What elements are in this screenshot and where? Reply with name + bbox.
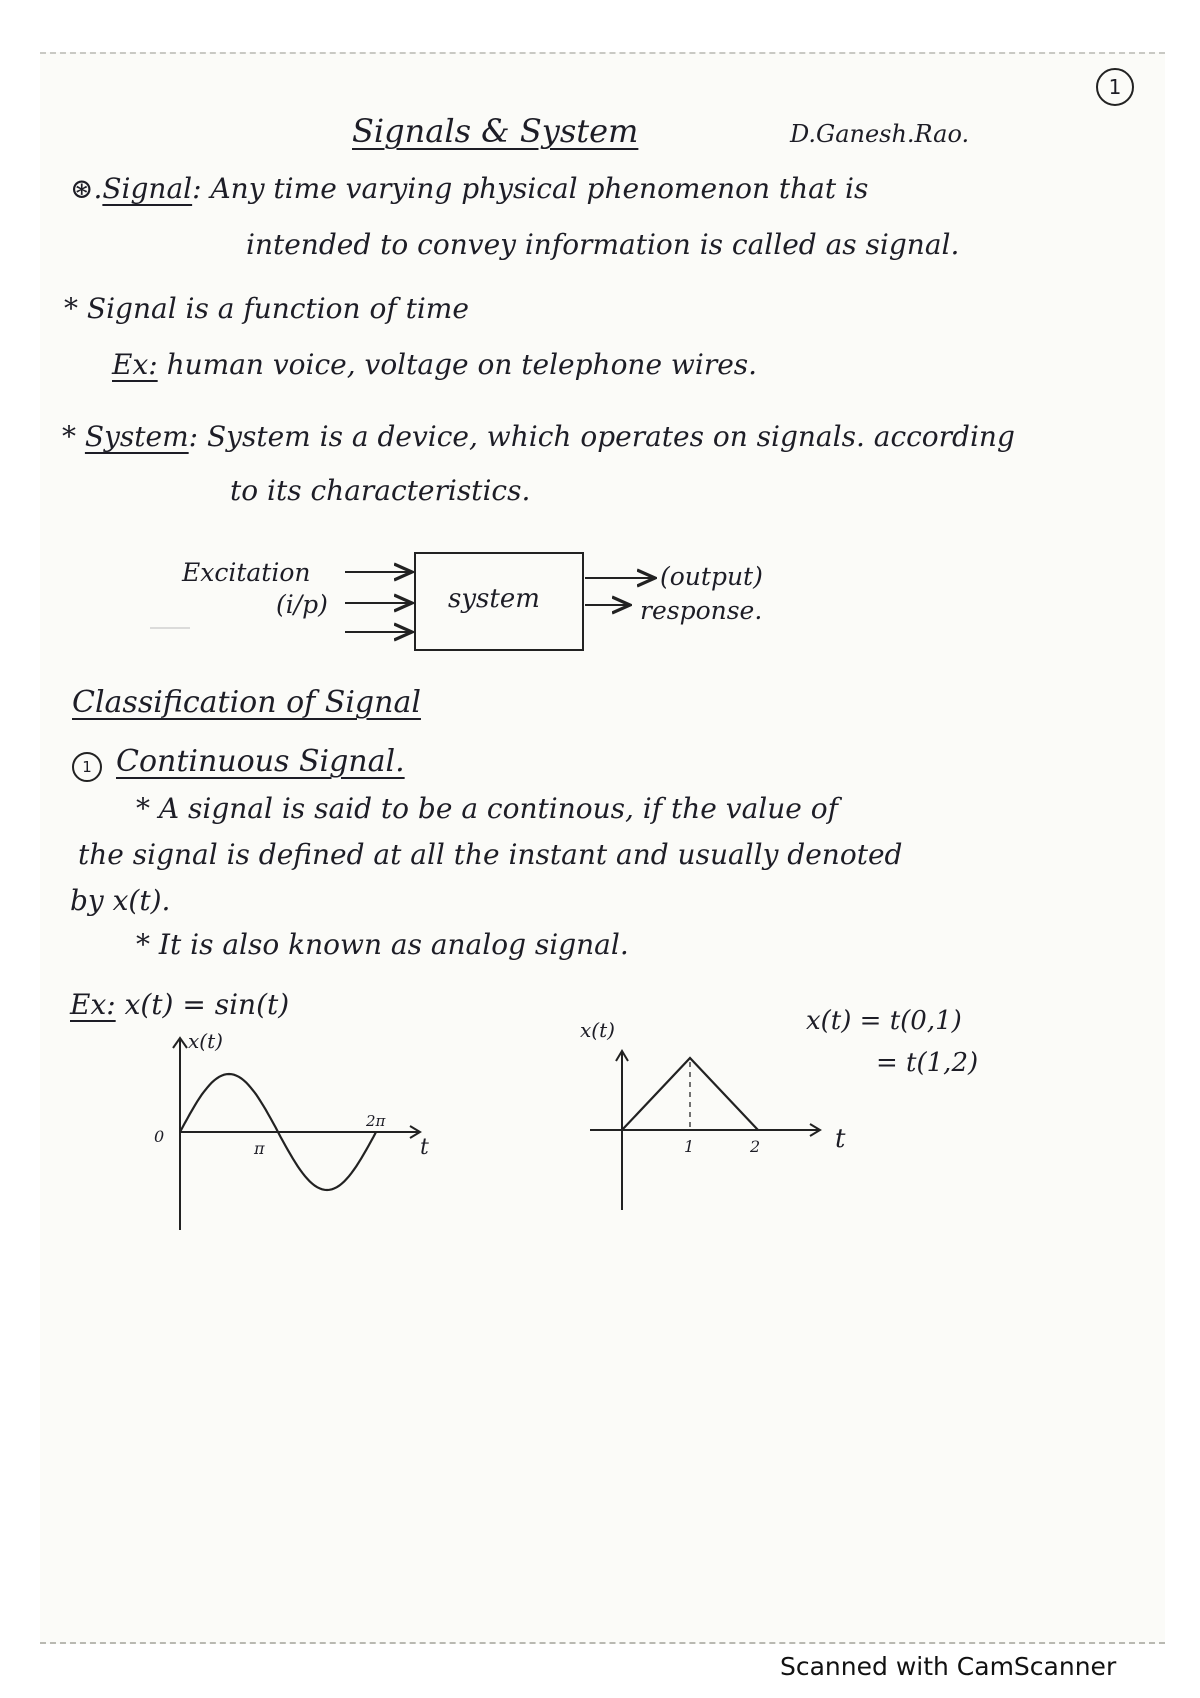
classification-item-number: 1	[72, 752, 102, 782]
sine-twopi-label: 2π	[366, 1112, 386, 1130]
signal-term: Signal	[102, 172, 193, 205]
author-name: D.Ganesh.Rao.	[790, 120, 970, 148]
sine-origin-label: 0	[154, 1127, 165, 1146]
sine-ylabel: x(t)	[188, 1030, 223, 1053]
system-def-text: : System is a device, which operates on signals. according	[188, 420, 1015, 453]
sine-pi-label: π	[254, 1139, 265, 1158]
analog-note: * It is also known as analog signal.	[136, 928, 629, 961]
diagram-output-label: (output)	[660, 562, 763, 591]
signal-def-text: : Any time varying physical phenomenon that is	[192, 172, 869, 205]
continuous-def-line-2: the signal is defined at all the instant and usually denoted	[78, 838, 903, 871]
page-number: 1	[1096, 68, 1134, 106]
diagram-output-sublabel: response.	[640, 596, 763, 625]
continuous-signal-title: Continuous Signal.	[116, 744, 405, 779]
continuous-def-line-3: by x(t).	[70, 884, 171, 917]
triangle-ylabel: x(t)	[580, 1018, 615, 1042]
example-label: Ex:	[70, 988, 116, 1021]
page-title: Signals & System	[352, 112, 639, 150]
signal-bullet: ⊛.	[70, 172, 103, 205]
diagram-input-sublabel: (i/p)	[276, 590, 328, 619]
triangle-def-line-2: = t(1,2)	[876, 1048, 979, 1078]
continuous-def-line-1: * A signal is said to be a continous, if the value of	[136, 792, 838, 825]
signal-definition-line-2: intended to convey information is called as signal.	[246, 228, 960, 261]
triangle-tick-1: 1	[684, 1137, 695, 1156]
sine-xlabel: t	[420, 1135, 429, 1160]
triangle-xlabel: t	[835, 1124, 846, 1154]
sine-graph	[140, 1030, 460, 1240]
system-definition-line-2: to its characteristics.	[230, 474, 531, 507]
diagram-input-label: Excitation	[182, 558, 311, 587]
diagram-box-label: system	[448, 584, 540, 614]
classification-heading: Classification of Signal	[72, 685, 421, 720]
signal-note: * Signal is a function of time	[64, 292, 469, 325]
system-term: System	[84, 420, 189, 453]
system-bullet: *	[62, 420, 76, 453]
signal-example-label: Ex:	[112, 348, 158, 381]
signal-example-text: human voice, voltage on telephone wires.	[166, 348, 758, 381]
triangle-tick-2: 2	[750, 1137, 761, 1156]
example-line	[70, 988, 289, 1021]
example-equation: x(t) = sin(t)	[124, 988, 290, 1021]
scanner-watermark: Scanned with CamScanner	[780, 1652, 1117, 1681]
triangle-graph	[570, 1015, 870, 1215]
triangle-def-line-1: x(t) = t(0,1)	[806, 1006, 962, 1036]
